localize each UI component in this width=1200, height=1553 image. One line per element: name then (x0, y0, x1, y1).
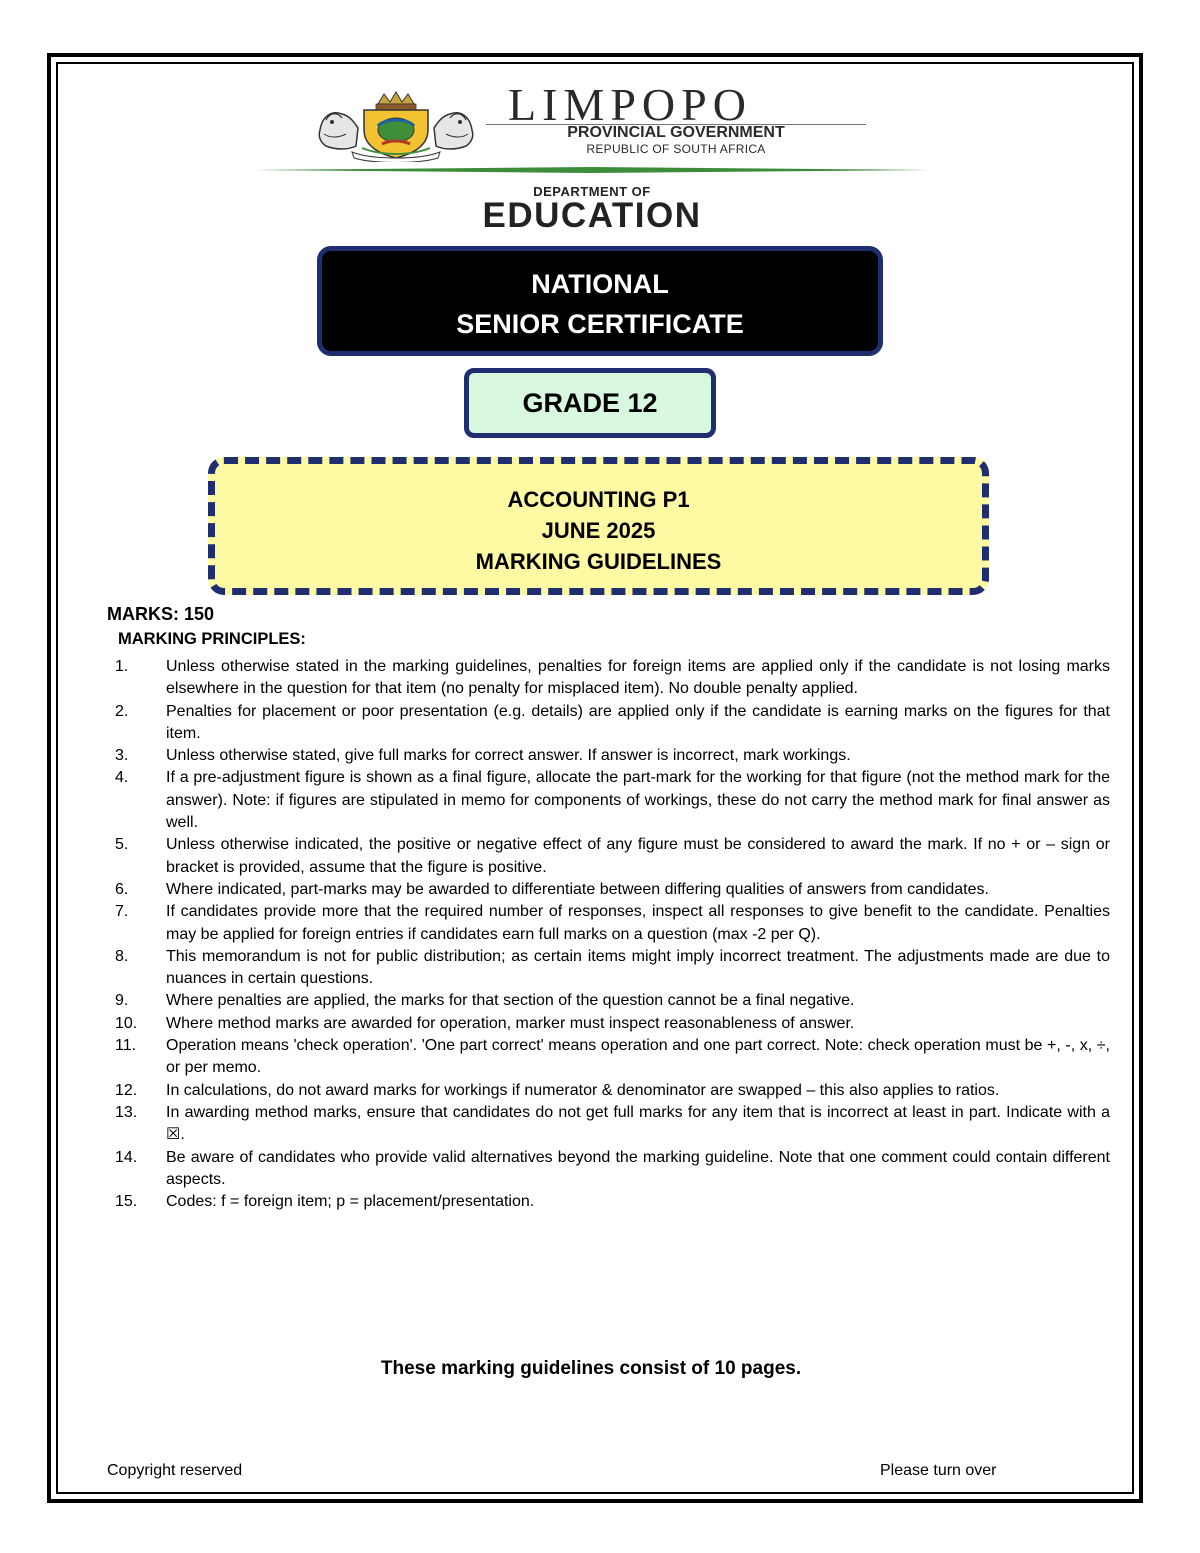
principle-item (110, 834, 1110, 879)
principle-number: 4. (115, 769, 129, 787)
government-title: PROVINCIAL GOVERNMENT (567, 124, 785, 141)
principle-number: 10. (115, 1014, 138, 1032)
coat-of-arms-icon (312, 90, 480, 162)
principle-number: 1. (115, 658, 129, 675)
principle-number: 12. (115, 1081, 138, 1099)
principle-item (110, 946, 1110, 991)
principle-number: 13. (115, 1103, 138, 1121)
principle-item (110, 1013, 1110, 1035)
principle-number: 7. (115, 903, 129, 921)
principle-number: 15. (115, 1193, 138, 1211)
principle-number: 6. (115, 880, 129, 898)
principle-text: Where penalties are applied, the marks for that section of the question cannot be a final negative. (166, 992, 855, 1010)
principle-text: Where indicated, part-marks may be awarded to differentiate between differing qualities of answers from candidates. (166, 880, 989, 898)
principle-text: This memorandum is not for public distribution; as certain items might imply incorrect treatment. The adjustments made are due to nuances in certain questions. (166, 947, 1110, 988)
department-of-label: DEPARTMENT OF (533, 184, 651, 199)
principle-item (110, 767, 1110, 834)
copyright-footer: Copyright reserved (107, 1462, 243, 1479)
principle-item (110, 1080, 1110, 1102)
principle-text: Penalties for placement or poor presentation (e.g. details) are applied only if the candidate is earning marks on the figures for that item. (166, 702, 1110, 742)
exam-date: JUNE 2025 (541, 518, 656, 543)
certificate-line-1: NATIONAL (531, 269, 669, 299)
principle-item (110, 901, 1110, 946)
principle-text: In calculations, do not award marks for workings if numerator & denominator are swapped – this also applies to ratios. (166, 1081, 1000, 1099)
subject-banner (208, 457, 989, 595)
principle-text: If candidates provide more that the required number of responses, inspect all responses to give benefit to the candidate. Penalties may be applied for foreign entries if candidates earn full marks on a question (max -2 per Q). (166, 903, 1110, 943)
certificate-banner (317, 246, 883, 356)
principle-number: 11. (115, 1037, 137, 1055)
principle-item (110, 1147, 1110, 1192)
principle-item (110, 701, 1110, 746)
principle-number: 3. (115, 747, 129, 765)
principle-number: 5. (115, 836, 129, 854)
principles-list (110, 656, 1110, 1213)
certificate-line-2: SENIOR CERTIFICATE (456, 309, 744, 339)
grade-badge: GRADE 12 (464, 368, 716, 438)
principle-item (110, 879, 1110, 901)
principle-number: 8. (115, 947, 129, 965)
principle-item (110, 1191, 1110, 1213)
green-divider (250, 166, 930, 174)
principle-item (110, 1102, 1110, 1147)
department-name: EDUCATION (482, 196, 702, 235)
principles-heading: MARKING PRINCIPLES: (118, 630, 306, 648)
turn-over-footer: Please turn over (880, 1462, 997, 1479)
principle-text: Be aware of candidates who provide valid alternatives beyond the marking guideline. Note that one comment could contain different aspects. (166, 1148, 1110, 1188)
principle-item (110, 745, 1110, 767)
subject-title: ACCOUNTING P1 (507, 487, 690, 512)
principle-text: Where method marks are awarded for operation, marker must inspect reasonableness of answer. (166, 1014, 855, 1032)
principle-number: 9. (115, 992, 129, 1010)
document-type: MARKING GUIDELINES (475, 549, 722, 574)
total-marks: MARKS: 150 (107, 604, 215, 624)
principle-text: Unless otherwise stated in the marking guidelines, penalties for foreign items are applied only if the candidate is not losing marks elsewhere in the question for that item (no penalty for misplaced item). No double penalty applied. (166, 658, 1110, 698)
principle-number: 14. (115, 1148, 138, 1166)
principle-item (110, 990, 1110, 1012)
principle-text: In awarding method marks, ensure that candidates do not get full marks for any item that is incorrect at least in part. Indicate with a ☒. (166, 1103, 1110, 1144)
principle-text: Operation means 'check operation'. 'One part correct' means operation and one part correct. Note: check operation must be +, -, x, ÷, or per memo. (166, 1037, 1110, 1077)
principle-number: 2. (115, 702, 129, 720)
republic-title: REPUBLIC OF SOUTH AFRICA (586, 142, 766, 156)
principle-text: Unless otherwise indicated, the positive or negative effect of any figure must be considered to award the mark. If no + or – sign or bracket is provided, assume that the figure is positive. (166, 836, 1110, 876)
principle-text: Codes: f = foreign item; p = placement/presentation. (166, 1193, 535, 1211)
principle-item (110, 1035, 1110, 1080)
province-title: LIMPOPO (508, 79, 752, 130)
pages-note: These marking guidelines consist of 10 pages. (380, 1358, 802, 1379)
principle-text: Unless otherwise stated, give full marks for correct answer. If answer is incorrect, mark workings. (166, 747, 851, 765)
principle-item (110, 656, 1110, 701)
principle-text: If a pre-adjustment figure is shown as a final figure, allocate the part-mark for the working for that figure (not the method mark for the answer). Note: if figures are stipulated in memo for components of workings, these do not carry the method mark for final answer as well. (166, 769, 1110, 832)
